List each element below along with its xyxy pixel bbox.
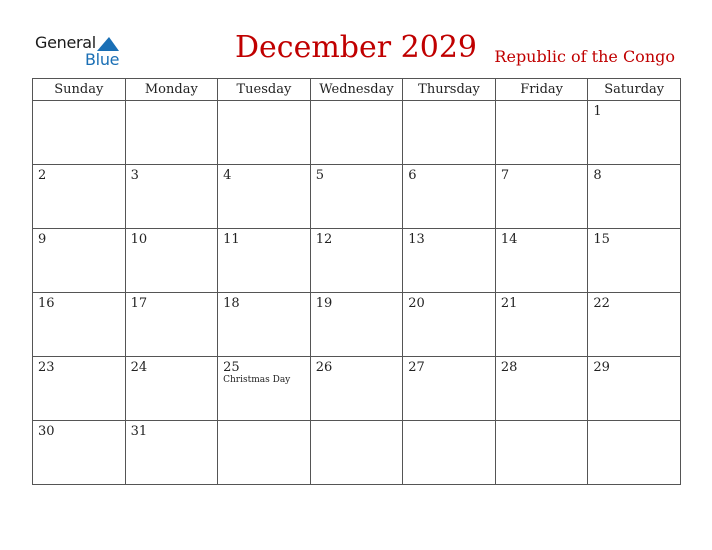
weekday-header: Tuesday: [218, 79, 311, 101]
day-number: 31: [130, 424, 148, 439]
day-cell: [125, 229, 218, 293]
day-cell: [125, 421, 218, 485]
logo-text-blue: Blue: [85, 50, 120, 69]
day-cell: [218, 293, 311, 357]
day-cell: [495, 293, 588, 357]
day-cell: [310, 229, 403, 293]
day-cell: [495, 357, 588, 421]
day-number: 27: [408, 360, 425, 375]
day-number: 5: [315, 168, 324, 183]
day-cell: [218, 229, 311, 293]
day-number: 10: [130, 232, 148, 247]
day-cell: [403, 421, 496, 485]
calendar-title: December 2029: [235, 30, 477, 65]
day-cell: [218, 357, 311, 421]
day-number: 2: [38, 168, 47, 183]
day-cell: [33, 421, 126, 485]
day-number: 28: [500, 360, 518, 375]
week-row: [33, 165, 681, 229]
week-row: [33, 229, 681, 293]
weekday-header: Saturday: [588, 79, 681, 101]
day-cell: [588, 357, 681, 421]
day-number: 26: [315, 360, 333, 375]
weekday-header: Monday: [125, 79, 218, 101]
day-number: [126, 101, 218, 104]
day-number: 8: [593, 168, 602, 183]
day-cell: [33, 165, 126, 229]
weekday-header: Wednesday: [310, 79, 403, 101]
generalblue-logo: [35, 33, 125, 69]
week-row: [33, 293, 681, 357]
day-number: 19: [315, 296, 333, 311]
day-number: 20: [408, 296, 425, 311]
day-cell: [403, 165, 496, 229]
day-number: 25: [223, 360, 240, 375]
day-number: 1: [593, 104, 602, 119]
day-cell: [403, 293, 496, 357]
weekday-header: Thursday: [403, 79, 496, 101]
day-cell: [403, 101, 496, 165]
day-number: 6: [408, 168, 417, 183]
day-number: 11: [223, 232, 240, 247]
day-cell: [218, 421, 311, 485]
day-number: 15: [593, 232, 610, 247]
day-cell: [125, 293, 218, 357]
day-number: [496, 421, 588, 424]
day-number: 24: [130, 360, 148, 375]
day-number: 7: [500, 168, 510, 183]
weekday-header-row: [33, 79, 681, 101]
day-number: [311, 101, 403, 104]
day-cell: [218, 101, 311, 165]
day-number: [218, 101, 310, 104]
day-cell: [125, 165, 218, 229]
day-number: 4: [223, 168, 232, 183]
day-cell: [495, 421, 588, 485]
day-number: 17: [130, 296, 148, 311]
day-cell: [403, 357, 496, 421]
calendar-body: [33, 101, 681, 485]
country-name: Republic of the Congo: [494, 47, 675, 66]
logo-triangle-icon: [97, 37, 119, 51]
holiday-label: Christmas Day: [223, 375, 291, 385]
day-number: [403, 421, 495, 424]
day-cell: [33, 101, 126, 165]
day-cell: [310, 165, 403, 229]
day-number: 13: [408, 232, 425, 247]
day-cell: [33, 229, 126, 293]
weekday-header: Friday: [495, 79, 588, 101]
day-cell: [125, 357, 218, 421]
day-cell: [310, 101, 403, 165]
day-number: [403, 101, 495, 104]
day-cell: [33, 357, 126, 421]
day-cell: [588, 101, 681, 165]
day-number: 22: [593, 296, 610, 311]
weekday-header: Sunday: [33, 79, 126, 101]
day-number: [496, 101, 588, 104]
day-number: 9: [38, 232, 47, 247]
day-number: 3: [130, 168, 139, 183]
day-number: [311, 421, 403, 424]
day-number: 16: [38, 296, 55, 311]
calendar-grid: [32, 78, 681, 485]
day-cell: [310, 293, 403, 357]
day-cell: [125, 101, 218, 165]
day-cell: [310, 421, 403, 485]
day-number: 21: [500, 296, 518, 311]
day-number: 30: [38, 424, 55, 439]
day-number: 14: [500, 232, 518, 247]
day-cell: [495, 165, 588, 229]
day-number: 18: [223, 296, 240, 311]
day-cell: [588, 165, 681, 229]
logo-text-general: General: [35, 33, 96, 52]
day-number: [588, 421, 680, 424]
day-cell: [588, 293, 681, 357]
day-cell: [218, 165, 311, 229]
day-cell: [33, 293, 126, 357]
day-cell: [588, 421, 681, 485]
week-row: [33, 357, 681, 421]
day-cell: [495, 101, 588, 165]
day-cell: [403, 229, 496, 293]
day-cell: [310, 357, 403, 421]
day-cell: [495, 229, 588, 293]
week-row: [33, 101, 681, 165]
day-number: 29: [593, 360, 610, 375]
day-number: [33, 101, 125, 104]
day-number: 12: [315, 232, 333, 247]
day-cell: [588, 229, 681, 293]
week-row: [33, 421, 681, 485]
day-number: 23: [38, 360, 55, 375]
day-number: [218, 421, 310, 424]
